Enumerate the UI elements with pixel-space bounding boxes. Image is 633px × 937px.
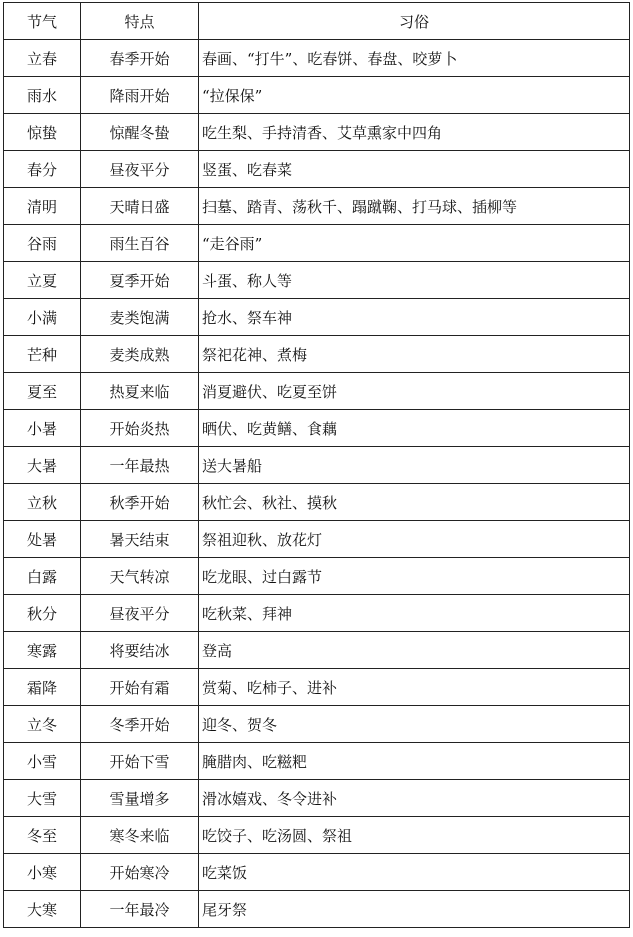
- term-cell: 清明: [4, 188, 81, 225]
- feature-cell: 昼夜平分: [81, 151, 199, 188]
- table-row: [4, 780, 630, 817]
- feature-cell: 夏季开始: [81, 262, 199, 299]
- custom-cell: 吃龙眼、过白露节: [199, 558, 630, 595]
- term-cell: 谷雨: [4, 225, 81, 262]
- header-row: [4, 3, 630, 40]
- feature-cell: 开始下雪: [81, 743, 199, 780]
- feature-cell: 寒冬来临: [81, 817, 199, 854]
- feature-cell: 惊醒冬蛰: [81, 114, 199, 151]
- term-cell: 立春: [4, 40, 81, 77]
- custom-cell: 登高: [199, 632, 630, 669]
- custom-cell: 吃饺子、吃汤圆、祭祖: [199, 817, 630, 854]
- feature-cell: 将要结冰: [81, 632, 199, 669]
- feature-cell: 秋季开始: [81, 484, 199, 521]
- custom-cell: “拉保保”: [199, 77, 630, 114]
- custom-cell: 滑冰嬉戏、冬令进补: [199, 780, 630, 817]
- table-row: [4, 40, 630, 77]
- feature-cell: 降雨开始: [81, 77, 199, 114]
- custom-cell: 腌腊肉、吃糍粑: [199, 743, 630, 780]
- table-row: [4, 669, 630, 706]
- custom-cell: 竖蛋、吃春菜: [199, 151, 630, 188]
- term-cell: 春分: [4, 151, 81, 188]
- term-cell: 冬至: [4, 817, 81, 854]
- feature-cell: 天晴日盛: [81, 188, 199, 225]
- custom-cell: 消夏避伏、吃夏至饼: [199, 373, 630, 410]
- term-cell: 立秋: [4, 484, 81, 521]
- feature-cell: 暑天结束: [81, 521, 199, 558]
- term-cell: 立夏: [4, 262, 81, 299]
- table-row: [4, 854, 630, 891]
- term-cell: 小暑: [4, 410, 81, 447]
- feature-cell: 麦类饱满: [81, 299, 199, 336]
- custom-cell: 吃生梨、手持清香、艾草熏家中四角: [199, 114, 630, 151]
- custom-cell: “走谷雨”: [199, 225, 630, 262]
- custom-cell: 秋忙会、秋社、摸秋: [199, 484, 630, 521]
- table-row: [4, 225, 630, 262]
- feature-cell: 天气转凉: [81, 558, 199, 595]
- custom-cell: 尾牙祭: [199, 891, 630, 928]
- custom-cell: 祭祖迎秋、放花灯: [199, 521, 630, 558]
- term-cell: 大暑: [4, 447, 81, 484]
- table-row: [4, 595, 630, 632]
- custom-cell: 吃秋菜、拜神: [199, 595, 630, 632]
- feature-cell: 开始有霜: [81, 669, 199, 706]
- term-cell: 白露: [4, 558, 81, 595]
- custom-cell: 送大暑船: [199, 447, 630, 484]
- feature-cell: 春季开始: [81, 40, 199, 77]
- custom-cell: 吃菜饭: [199, 854, 630, 891]
- feature-cell: 热夏来临: [81, 373, 199, 410]
- term-cell: 寒露: [4, 632, 81, 669]
- custom-cell: 赏菊、吃柿子、进补: [199, 669, 630, 706]
- term-cell: 处暑: [4, 521, 81, 558]
- custom-cell: 扫墓、踏青、荡秋千、蹋蹴鞠、打马球、插柳等: [199, 188, 630, 225]
- custom-cell: 抢水、祭车神: [199, 299, 630, 336]
- table-row: [4, 706, 630, 743]
- feature-cell: 一年最冷: [81, 891, 199, 928]
- custom-cell: 祭祀花神、煮梅: [199, 336, 630, 373]
- header-feature: 特点: [81, 3, 199, 40]
- table-row: [4, 188, 630, 225]
- solar-terms-table: [3, 2, 630, 928]
- term-cell: 雨水: [4, 77, 81, 114]
- custom-cell: 斗蛋、称人等: [199, 262, 630, 299]
- table-row: [4, 262, 630, 299]
- custom-cell: 晒伏、吃黄鳝、食藕: [199, 410, 630, 447]
- header-term: 节气: [4, 3, 81, 40]
- term-cell: 霜降: [4, 669, 81, 706]
- table-row: [4, 521, 630, 558]
- table-row: [4, 114, 630, 151]
- term-cell: 大雪: [4, 780, 81, 817]
- custom-cell: 迎冬、贺冬: [199, 706, 630, 743]
- term-cell: 芒种: [4, 336, 81, 373]
- table-row: [4, 484, 630, 521]
- term-cell: 小雪: [4, 743, 81, 780]
- table-row: [4, 817, 630, 854]
- feature-cell: 冬季开始: [81, 706, 199, 743]
- feature-cell: 昼夜平分: [81, 595, 199, 632]
- feature-cell: 开始炎热: [81, 410, 199, 447]
- term-cell: 夏至: [4, 373, 81, 410]
- table-row: [4, 77, 630, 114]
- term-cell: 立冬: [4, 706, 81, 743]
- feature-cell: 麦类成熟: [81, 336, 199, 373]
- table-row: [4, 558, 630, 595]
- feature-cell: 开始寒冷: [81, 854, 199, 891]
- feature-cell: 雨生百谷: [81, 225, 199, 262]
- feature-cell: 一年最热: [81, 447, 199, 484]
- table-row: [4, 151, 630, 188]
- table-row: [4, 299, 630, 336]
- table-row: [4, 336, 630, 373]
- term-cell: 小寒: [4, 854, 81, 891]
- term-cell: 惊蛰: [4, 114, 81, 151]
- table-row: [4, 891, 630, 928]
- header-custom: 习俗: [199, 3, 630, 40]
- table-row: [4, 447, 630, 484]
- table-body: [4, 40, 630, 928]
- table-row: [4, 373, 630, 410]
- feature-cell: 雪量增多: [81, 780, 199, 817]
- table-row: [4, 632, 630, 669]
- table-row: [4, 410, 630, 447]
- term-cell: 秋分: [4, 595, 81, 632]
- term-cell: 小满: [4, 299, 81, 336]
- custom-cell: 春画、“打牛”、吃春饼、春盘、咬萝卜: [199, 40, 630, 77]
- table-row: [4, 743, 630, 780]
- term-cell: 大寒: [4, 891, 81, 928]
